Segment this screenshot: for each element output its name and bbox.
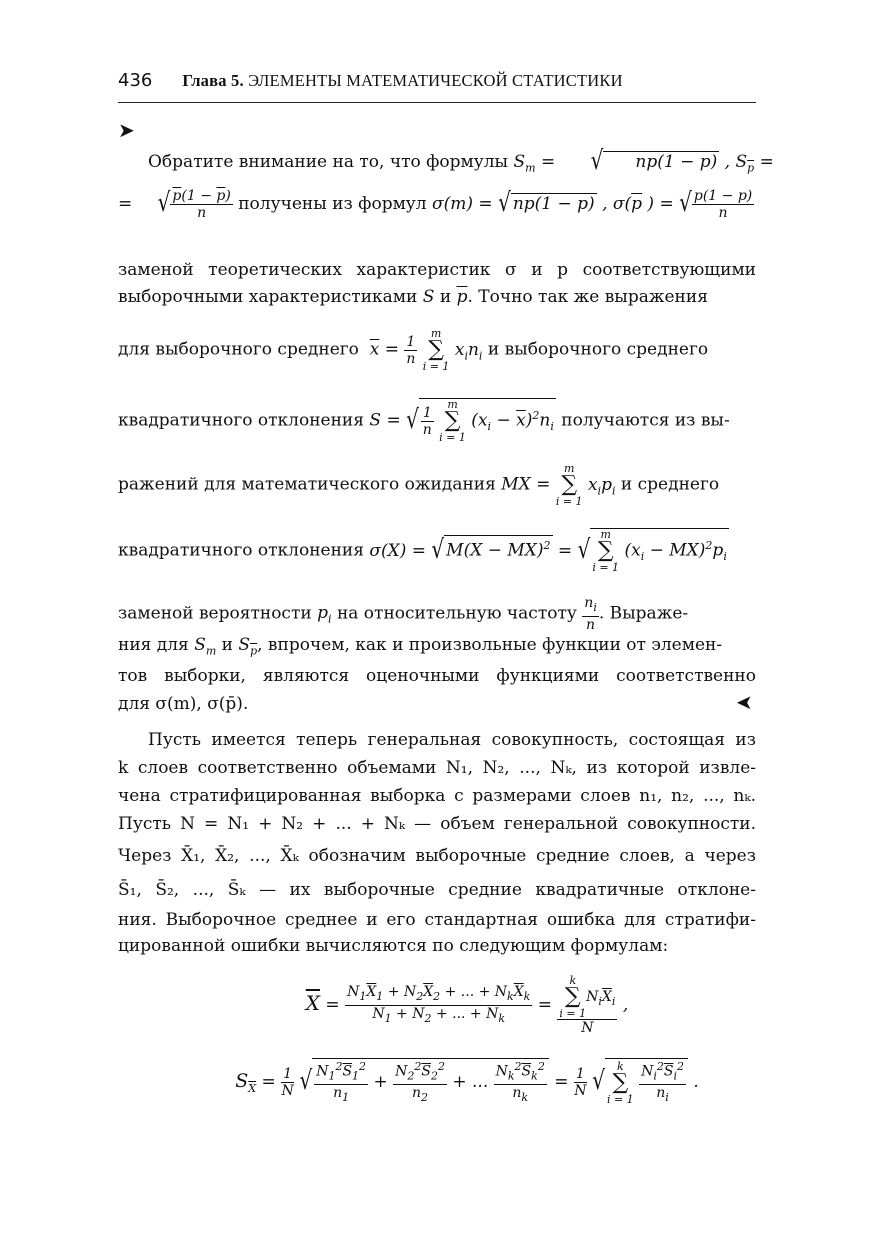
- page-number: 436: [118, 70, 153, 91]
- text-line: S̄₁, S̄₂, ..., S̄ₖ — их выборочные средние квадратичные отклоне-: [118, 880, 756, 900]
- text-line: заменой вероятности $p_i$ на относительную частоту $\frac{n_i}{n}$ . Выраже-: [118, 595, 689, 633]
- page-header: [118, 70, 756, 103]
- block-end-marker-icon: ➤: [736, 690, 753, 714]
- chapter-title: ЭЛЕМЕНТЫ МАТЕМАТИЧЕСКОЙ СТАТИСТИКИ: [248, 71, 623, 90]
- formula-fraction: $\frac{p(1 - \overline{p})}{n}$: [172, 188, 231, 221]
- text-line: k слоев соответственно объемами N₁, N₂, ..., Nₖ, из которой извле-: [118, 758, 756, 778]
- book-page: [118, 70, 774, 1106]
- formula-inline: σ(m) = √ np(1 − p) , $\sigma(\overline{p}$ ) = √ $\frac{p(1 - p)}{n}$: [432, 186, 753, 221]
- formula-inline: $S_m$ = √ $n\overline{p}(1 - \overline{p})$ , $S_{\overline{p}}$ =: [513, 144, 774, 176]
- text-line: ния для $S_m$ и $S_{\overline{p}}$, впрочем, как и произвольные функции от элемен-: [118, 635, 723, 658]
- text-line: ния. Выборочное среднее и его стандартная ошибка для стратифи-: [118, 910, 756, 930]
- text-line: = √ $\frac{p(1 - \overline{p})}{n}$ получены из формул σ(m) = √ np(1 − p) , $\sigma(\overline{p}$ ) = √ $\frac{p(1 - p)}{n}$: [118, 186, 753, 221]
- running-title: [182, 71, 622, 91]
- text-line: квадратичного отклонения σ(X) = √ M(X − MX)$^2$ = √ m ∑ i = 1 $(x_i - MX)^2p_i$: [118, 528, 727, 574]
- display-formula-mean: $\overline{X}$ = $\frac{N_1\overline{X}_1 + N_2\overline{X}_2 + ... + N_k\overline{X}_k}{N_1 + N_2 + ... + N_k}$ = k ∑ i = 1 $N_i\overline{X}_i$ N ,: [305, 974, 629, 1036]
- text-line: ражений для математического ожидания MX = m ∑ i = 1 $x_ip_i$ и среднего: [118, 462, 720, 508]
- display-formula-std-error: $S_{\overline{X}}$ = $\frac{1}{N}$ √ $\frac{N_1^2\overline{S}_1^2}{n_1}$ + $\frac{N_2^2\overline{S}_2^2}{n_2}$ + ... $\frac{N_k^2\overline{S}_k^2}{n_k}$ = $\frac{1}{N}$ √ k ∑ i = 1 $\frac{N_i^2\overline{S}_i^2}{n_i}$ .: [235, 1059, 699, 1106]
- text-line: Пусть имеется теперь генеральная совокупность, состоящая из: [148, 730, 756, 750]
- text-line: квадратичного отклонения S = √ $\frac{1}{n}$ m ∑ i = 1 $(x_i - \overline{x})^2n_i$ получаются из вы-: [118, 398, 730, 444]
- text-line: для выборочного среднего $\overline{x}$ = $\frac{1}{n}$ m ∑ i = 1 $x_in_i$ и выборочного среднего: [118, 327, 709, 373]
- text-line: для σ(m), σ(p̄).: [118, 694, 249, 714]
- text-line: цированной ошибки вычисляются по следующим формулам:: [118, 936, 669, 956]
- chapter-label: Глава 5.: [182, 71, 244, 90]
- text-line: Обратите внимание на то, что формулы $S_m$ = √ $n\overline{p}(1 - \overline{p})$ , $S_{\overline{p}}$ =: [148, 144, 774, 176]
- text-line: Через X̄₁, X̄₂, ..., X̄ₖ обозначим выборочные средние слоев, а через: [118, 846, 756, 866]
- text-line: Пусть N = N₁ + N₂ + ... + Nₖ — объем генеральной совокупности.: [118, 814, 756, 834]
- block-start-marker-icon: ➤: [118, 118, 135, 142]
- text-line: тов выборки, являются оценочными функциями соответственно: [118, 666, 756, 686]
- text-line: выборочными характеристиками S и $\overline{p}$. Точно так же выражения: [118, 287, 708, 307]
- text-line: заменой теоретических характеристик σ и p соответствующими: [118, 260, 756, 280]
- text-line: чена стратифицированная выборка с размерами слоев n₁, n₂, ..., nₖ.: [118, 786, 756, 806]
